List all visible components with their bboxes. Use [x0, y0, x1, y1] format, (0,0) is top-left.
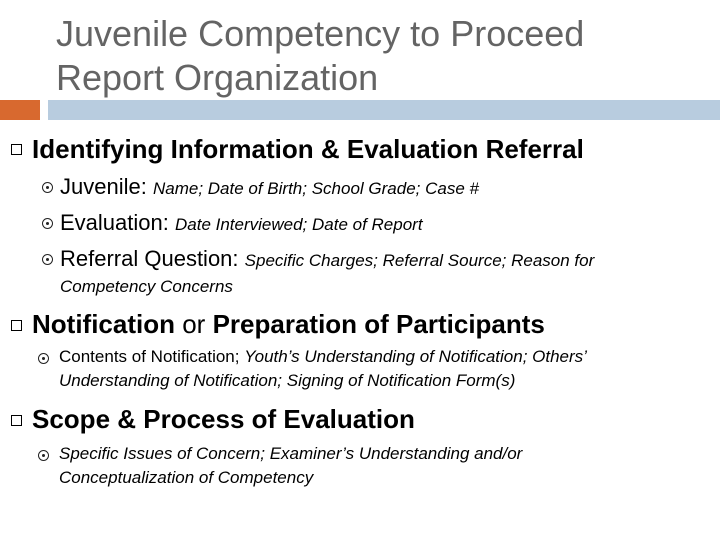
- circle-bullet-icon: [42, 254, 53, 265]
- title-line-1: Juvenile Competency to Proceed: [56, 13, 585, 54]
- list-item-notification: [59, 345, 699, 393]
- list-item-referral-continued: Competency Concerns: [60, 277, 233, 296]
- heading-part-2: Preparation of Participants: [212, 309, 545, 339]
- accent-bar-blue: [48, 100, 720, 120]
- item-detail: Name; Date of Birth; School Grade; Case #: [152, 179, 479, 198]
- item-detail: Date Interviewed; Date of Report: [174, 215, 423, 234]
- section-heading-notification: [32, 309, 545, 339]
- circle-bullet-icon: [38, 353, 49, 364]
- list-item-scope: [59, 442, 699, 490]
- item-label: Juvenile:: [60, 174, 147, 199]
- square-bullet-icon: [11, 144, 22, 155]
- circle-bullet-icon: [42, 218, 53, 229]
- section-heading-scope: Scope & Process of Evaluation: [32, 404, 415, 434]
- list-item-evaluation: [60, 210, 423, 238]
- list-item-juvenile: [60, 174, 479, 202]
- square-bullet-icon: [11, 320, 22, 331]
- list-item-referral: [60, 246, 594, 274]
- item-detail: Specific Charges; Referral Source; Reason for: [244, 251, 595, 270]
- item-line-1: Specific Issues of Concern; Examiner’s Understanding and/or: [59, 444, 523, 463]
- accent-bar-orange: [0, 100, 40, 120]
- section-heading-identifying: Identifying Information & Evaluation Referral: [32, 134, 584, 164]
- item-label: Referral Question:: [60, 246, 239, 271]
- circle-bullet-icon: [42, 182, 53, 193]
- circle-bullet-icon: [38, 450, 49, 461]
- item-italic-2: Understanding of Notification; Signing of Notification Form(s): [59, 371, 516, 390]
- item-italic-1: Youth’s Understanding of Notification; Others’: [244, 347, 587, 366]
- title-line-2: Report Organization: [56, 57, 379, 98]
- item-label: Evaluation:: [60, 210, 169, 235]
- heading-connector: or: [175, 309, 213, 339]
- square-bullet-icon: [11, 415, 22, 426]
- item-plain: Contents of Notification;: [59, 347, 245, 366]
- heading-part-1: Notification: [32, 309, 175, 339]
- item-line-2: Conceptualization of Competency: [59, 468, 314, 487]
- slide-title: [56, 12, 696, 100]
